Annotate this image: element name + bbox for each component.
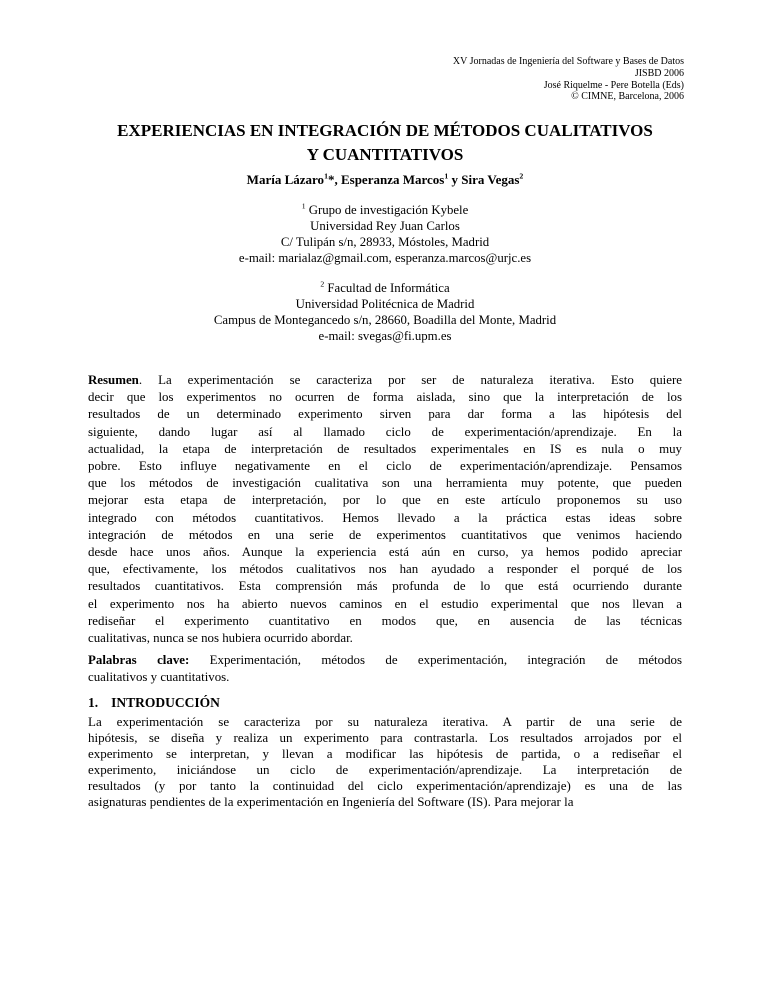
- text-line: [88, 475, 682, 492]
- section-1-title: INTRODUCCIÓN: [111, 695, 220, 710]
- text-segment: resultados cuantitativos. Esta comprensión más profunda de lo que está ocurriendo durante: [88, 579, 682, 594]
- text-segment: el experimento nos ha abierto nuevos caminos en el estudio experimental que nos llevan a: [88, 596, 682, 611]
- bold-text-segment: Resumen: [88, 373, 139, 387]
- text-line: [88, 730, 682, 746]
- abstract-paragraph: [88, 372, 682, 647]
- text-line: [88, 441, 682, 458]
- text-line: [88, 250, 682, 266]
- text-segment: actualidad, la etapa de interpretación de resultados experimentales en IS es nula o muy: [88, 441, 682, 456]
- text-line: [88, 492, 682, 509]
- text-segment: resultados (y por tanto la continuidad del ciclo experimentación/aprendizaje) es una de las: [88, 777, 682, 793]
- text-segment: EXPERIENCIAS EN INTEGRACIÓN DE MÉTODOS CUALITATIVOS: [117, 121, 653, 140]
- section-1-number: 1.: [88, 695, 99, 710]
- text-segment: . La experimentación se caracteriza por ser de naturaleza iterativa. Esto quiere: [138, 373, 682, 387]
- text-line: [453, 91, 684, 103]
- text-segment: e-mail: marialaz@gmail.com, esperanza.marcos@urjc.es: [238, 251, 532, 265]
- text-line: [88, 544, 682, 561]
- superscript-marker: 2: [519, 171, 524, 181]
- text-line: [88, 778, 682, 794]
- text-segment: hipótesis, se diseña y realiza un experimento para contrastarla. Los resultados arrojados por el: [88, 729, 682, 745]
- text-line: [88, 406, 682, 423]
- text-segment: cualitativos y cuantitativos.: [88, 670, 230, 685]
- text-segment: Facultad de Informática: [324, 281, 450, 295]
- text-segment: desde hace unos años. Aunque la experiencia está aún en curso, ya hemos podido apreciar: [88, 545, 682, 560]
- text-segment: pobre. Esto influye negativamente en el ciclo de experimentación/aprendizaje. Pensamos: [88, 459, 682, 474]
- text-line: [88, 458, 682, 475]
- text-line: [88, 652, 682, 669]
- text-segment: experimento, iniciándose un ciclo de experimentación/aprendizaje. La interpretación de: [88, 761, 682, 777]
- text-segment: *, Esperanza Marcos: [327, 172, 445, 187]
- text-line: [88, 762, 682, 778]
- text-line: [88, 424, 682, 441]
- text-line: [88, 613, 682, 630]
- text-segment: Grupo de investigación Kybele: [305, 203, 469, 217]
- text-line: [88, 119, 682, 143]
- text-line: [88, 746, 682, 762]
- text-line: [453, 68, 684, 80]
- superscript-marker: 2: [320, 279, 325, 289]
- text-segment: siguiente, dando lugar así al llamado ciclo de experimentación/aprendizaje. En la: [88, 424, 682, 439]
- text-segment: e-mail: svegas@fi.upm.es: [318, 329, 452, 343]
- text-segment: JISBD 2006: [634, 67, 684, 79]
- text-line: [88, 328, 682, 344]
- section-1-heading: [88, 694, 682, 712]
- affiliation-2: [88, 280, 682, 344]
- text-line: [88, 143, 682, 167]
- text-segment: Experimentación, métodos de experimentación, integración de métodos: [189, 653, 682, 667]
- text-segment: integración de métodos en una serie de experimentos cuantitativos que venimos haciendo: [88, 527, 682, 542]
- text-segment: La experimentación se caracteriza por su naturaleza iterativa. A partir de una serie de: [88, 714, 682, 729]
- text-line: [88, 596, 682, 613]
- text-segment: mejorar esta etapa de interpretación, por lo que en este artículo proponemos su uso: [88, 493, 682, 508]
- text-segment: María Lázaro: [246, 172, 325, 187]
- proceedings-header: [453, 56, 684, 103]
- text-segment: y Sira Vegas: [448, 172, 520, 187]
- text-segment: que los métodos de investigación cualitativa son una herramienta muy potente, que pueden: [88, 476, 682, 491]
- affiliation-1: [88, 202, 682, 266]
- text-line: [88, 561, 682, 578]
- text-line: [88, 389, 682, 406]
- text-line: [88, 296, 682, 312]
- text-segment: José Riquelme - Pere Botella (Eds): [543, 79, 684, 91]
- text-segment: C/ Tulipán s/n, 28933, Móstoles, Madrid: [280, 235, 490, 249]
- text-segment: © CIMNE, Barcelona, 2006: [571, 91, 684, 103]
- text-segment: XV Jornadas de Ingeniería del Software y Bases de Datos: [452, 56, 684, 67]
- text-line: [88, 714, 682, 730]
- keywords-paragraph: [88, 652, 682, 686]
- text-segment: que, efectivamente, los métodos cualitativos nos han ayudado a responder el porqué de los: [88, 562, 682, 577]
- text-segment: Universidad Rey Juan Carlos: [310, 219, 460, 233]
- superscript-marker: 1: [444, 171, 449, 181]
- text-line: [88, 372, 682, 389]
- text-segment: resultados de un determinado experimento sirven para dar forma a las hipótesis del: [88, 407, 682, 422]
- text-line: [88, 171, 682, 188]
- text-line: [88, 794, 682, 810]
- introduction-paragraph: [88, 714, 682, 809]
- text-segment: rediseñar el experimento cuantitativo en modos que, en ausencia de las técnicas: [88, 613, 682, 628]
- text-line: [88, 280, 682, 296]
- text-segment: Y CUANTITATIVOS: [306, 144, 464, 164]
- text-line: [88, 578, 682, 595]
- text-line: [88, 312, 682, 328]
- text-line: [88, 510, 682, 527]
- text-line: [453, 80, 684, 92]
- text-line: [88, 630, 682, 647]
- text-line: [88, 527, 682, 544]
- text-segment: decir que los experimentos no ocurren de forma aislada, sino que la interpretación de los: [88, 390, 682, 405]
- text-line: [88, 669, 682, 686]
- bold-text-segment: Palabras clave:: [88, 653, 190, 667]
- text-line: [88, 234, 682, 250]
- text-segment: asignaturas pendientes de la experimentación en Ingeniería del Software (IS). Para mejorar la: [88, 793, 574, 809]
- text-segment: cualitativas, nunca se nos hubiera ocurrido abordar.: [88, 631, 353, 646]
- text-line: [88, 202, 682, 218]
- text-segment: Universidad Politécnica de Madrid: [295, 297, 475, 311]
- text-segment: Campus de Montegancedo s/n, 28660, Boadilla del Monte, Madrid: [213, 313, 557, 327]
- authors-line: [88, 171, 682, 188]
- superscript-marker: 1: [324, 171, 328, 181]
- text-line: [453, 56, 684, 68]
- paper-title: [88, 119, 682, 166]
- text-segment: integrado con métodos cuantitativos. Hemos llevado a la práctica estas ideas sobre: [88, 510, 682, 525]
- superscript-marker: 1: [301, 201, 306, 211]
- text-line: [88, 218, 682, 234]
- text-segment: experimento se interpretan, y llevan a modificar las hipótesis de partida, o a rediseñar el: [88, 745, 682, 761]
